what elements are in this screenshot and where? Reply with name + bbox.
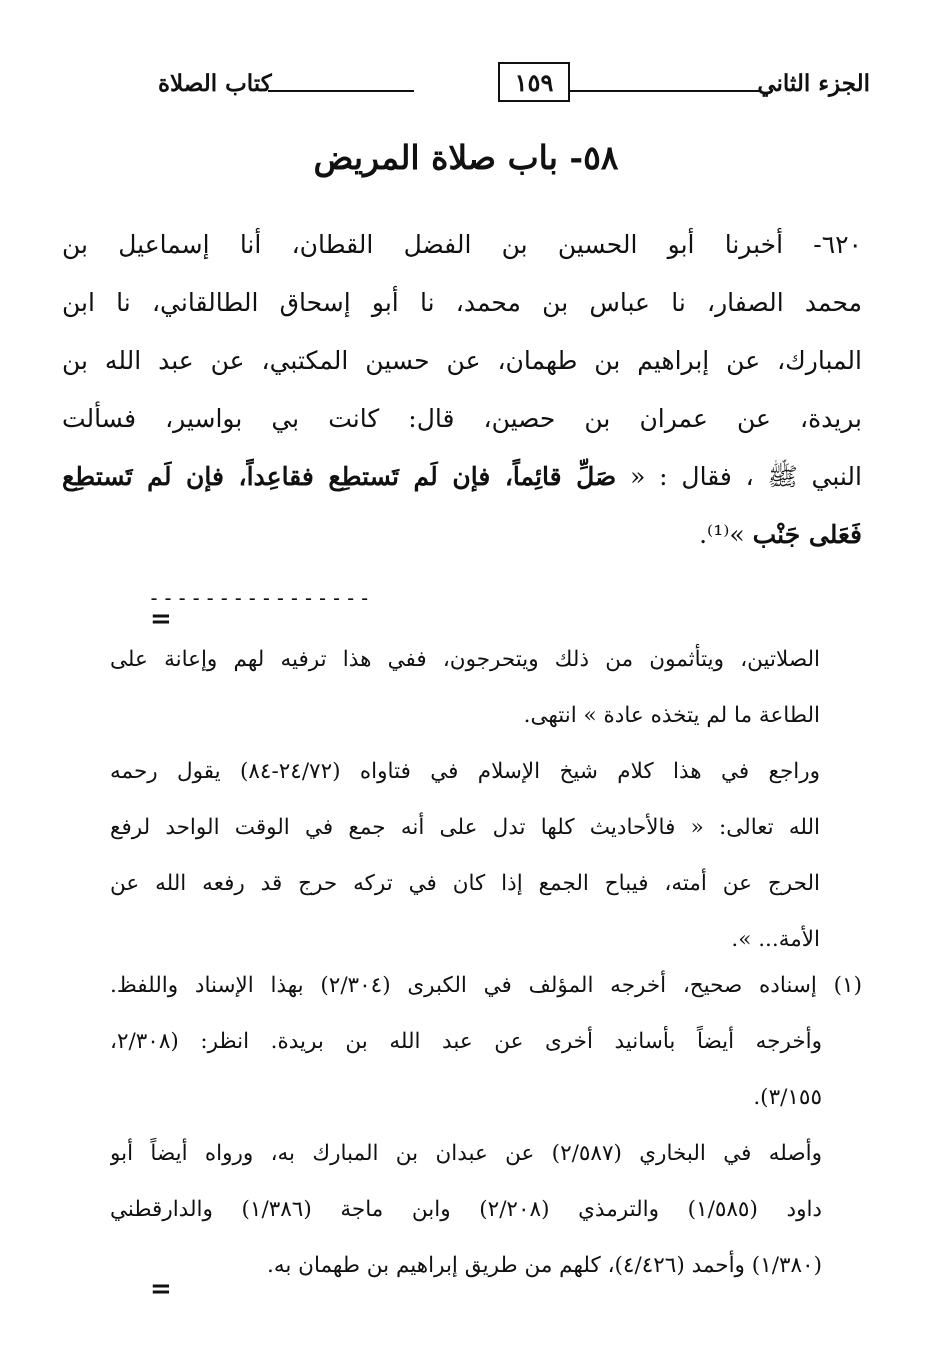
footnote-ref-1: »⁽¹⁾.: [699, 520, 753, 549]
book-label: كتاب الصلاة: [158, 70, 272, 97]
footnote-line: الصلاتين، ويتأثمون من ذلك ويتحرجون، ففي هذا ترفيه لهم وإعانة على: [110, 647, 820, 672]
footnote-continued: [110, 632, 820, 968]
running-header: [150, 62, 870, 108]
footnote-line: الحرج عن أمته، فيباح الجمع إذا كان في تركه حرج قد رفعه الله عن: [110, 871, 820, 896]
footnote-line: (١) إسناده صحيح، أخرجه المؤلف في الكبرى (٢/٣٠٤) بهذا الإسناد واللفظ.: [110, 973, 862, 998]
footnote-separator: ----------------: [148, 586, 373, 610]
footnote-line: الطاعة ما لم يتخذه عادة » انتهى.: [523, 703, 820, 728]
hadith-line-end: [62, 506, 862, 564]
footnote-line: (١/٣٨٠) وأحمد (٤/٤٢٦)، كلهم من طريق إبراهيم بن طهمان به.: [266, 1253, 822, 1278]
chapter-title: ٥٨- باب صلاة المريض: [313, 138, 619, 177]
footnote-line: الله تعالى: « فالأحاديث كلها تدل على أنه جمع في الوقت الواحد لرفع: [110, 815, 820, 840]
continuation-mark-top: =: [150, 604, 172, 634]
hadith-line: المبارك، عن إبراهيم بن طهمان، عن حسين المكتبي، عن عبد الله بن: [62, 346, 862, 375]
hadith-line: بريدة، عن عمران بن حصين، قال: كانت بي بواسير، فسألت: [62, 404, 862, 433]
footnote-line: وراجع في هذا كلام شيخ الإسلام في فتاواه (٢٤/٧٢-٨٤) يقول رحمه: [110, 759, 820, 784]
header-rule-left: [268, 90, 414, 92]
hadith-line-prophet-saying: [62, 448, 862, 506]
prophet-saying-part2: فَعَلى جَنْب: [752, 520, 862, 549]
page-number: ١٥٩: [498, 62, 570, 102]
part-label: الجزء الثاني: [757, 70, 870, 97]
footnote-line: وأصله في البخاري (٢/٥٨٧) عن عبدان بن المبارك به، ورواه أيضاً أبو: [110, 1141, 822, 1166]
hadith-text: [62, 216, 862, 564]
footnote-1: [110, 958, 862, 1294]
header-rule-right: [570, 90, 760, 92]
hadith-line-prefix: النبي ﷺ ، فقال : «: [616, 462, 862, 491]
footnote-line: ٣/١٥٥).: [753, 1085, 822, 1110]
footnote-line: وأخرجه أيضاً بأسانيد أخرى عن عبد الله بن بريدة. انظر: (٢/٣٠٨،: [110, 1029, 822, 1054]
footnote-line: داود (١/٥٨٥) والترمذي (٢/٢٠٨) وابن ماجة (١/٣٨٦) والدارقطني: [110, 1197, 823, 1222]
footnote-line: الأمة... ».: [731, 927, 820, 952]
continuation-mark-bottom: =: [150, 1274, 172, 1304]
prophet-saying-part1: صَلِّ قائِماً، فإن لَم تَستطِع فقاعِداً، فإن لَم تَستطِع: [62, 462, 617, 491]
hadith-line: محمد الصفار، نا عباس بن محمد، نا أبو إسحاق الطالقاني، نا ابن: [62, 288, 862, 317]
hadith-line: ٦٢٠- أخبرنا أبو الحسين بن الفضل القطان، أنا إسماعيل بن: [62, 230, 862, 259]
